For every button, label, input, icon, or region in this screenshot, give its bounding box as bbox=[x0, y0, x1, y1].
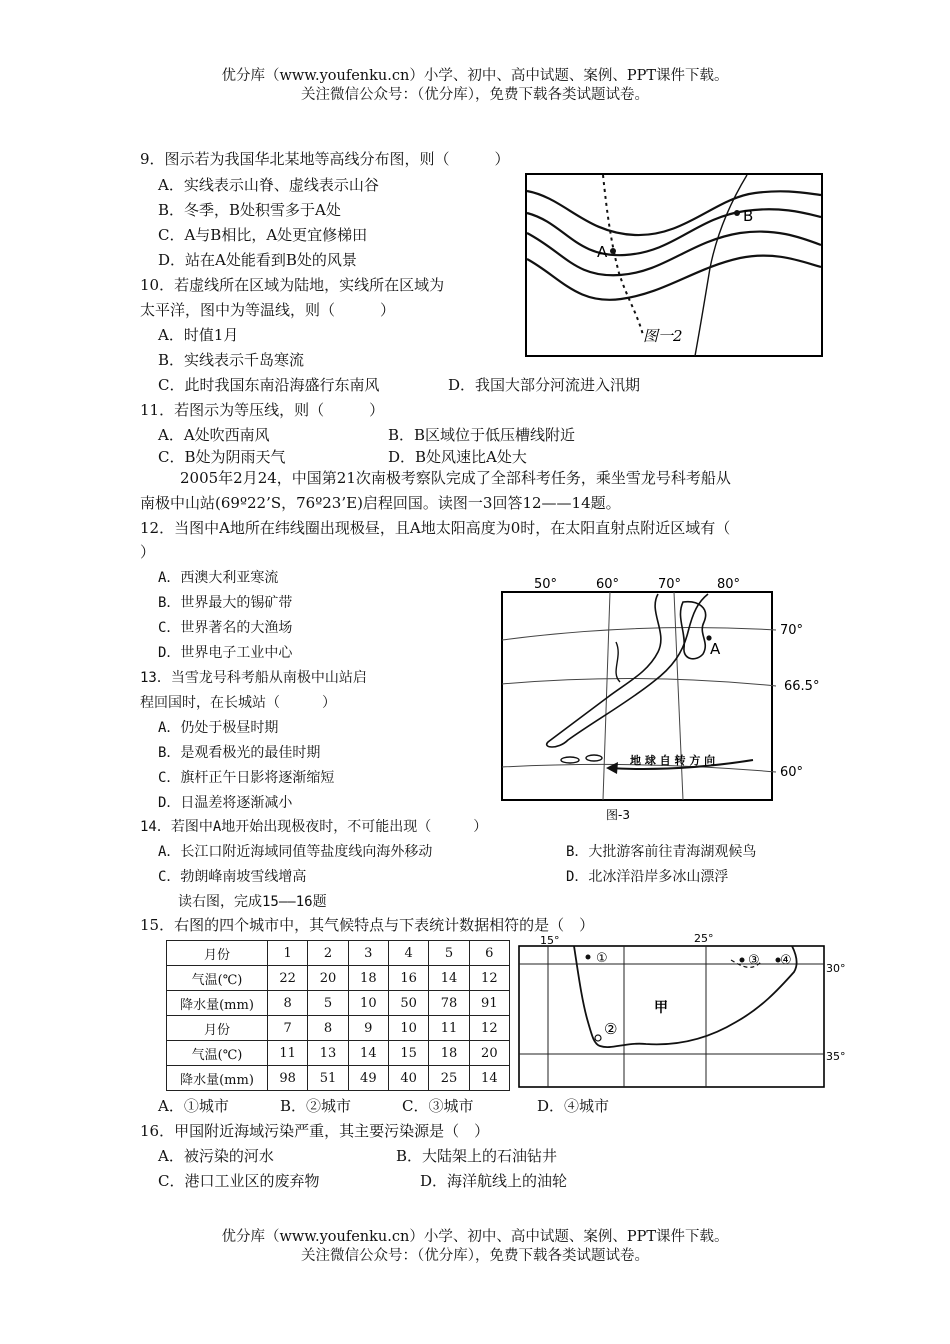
lon-label: 60° bbox=[596, 577, 620, 592]
lon-label: 50° bbox=[534, 577, 558, 592]
table-cell: 10 bbox=[388, 1016, 428, 1041]
q10-option-a: A．时值1月 bbox=[158, 326, 239, 344]
table-cell: 49 bbox=[348, 1066, 388, 1091]
city-1-label: ① bbox=[596, 951, 608, 966]
table-row bbox=[167, 991, 510, 1016]
q12-option-b: B．世界最大的锡矿带 bbox=[158, 595, 293, 611]
q14-option-b: B．大批游客前往青海湖观候鸟 bbox=[566, 844, 757, 860]
table-cell: 月份 bbox=[167, 941, 268, 966]
table-cell: 20 bbox=[469, 1041, 509, 1066]
table-cell: 98 bbox=[268, 1066, 308, 1091]
coastline bbox=[616, 642, 620, 682]
q10-option-d: D．我国大部分河流进入汛期 bbox=[448, 376, 641, 394]
table-row bbox=[167, 1041, 510, 1066]
q12-option-a: A．西澳大利亚寒流 bbox=[158, 570, 279, 586]
table-cell: 11 bbox=[429, 1016, 469, 1041]
table-cell: 气温(℃) bbox=[167, 1041, 268, 1066]
city-2-label: ② bbox=[604, 1020, 618, 1038]
table-cell: 16 bbox=[388, 966, 428, 991]
table-cell: 18 bbox=[348, 966, 388, 991]
africa-figure bbox=[516, 932, 846, 1092]
label-a: A bbox=[597, 243, 608, 261]
figure-caption: 图-3 bbox=[606, 808, 630, 822]
antarctica-figure bbox=[498, 572, 838, 824]
table-cell: 6 bbox=[469, 941, 509, 966]
table-cell: 91 bbox=[469, 991, 509, 1016]
header-line-1: 优分库（www.youfenku.cn）小学、初中、高中试题、案例、PPT课件下载。 bbox=[221, 68, 729, 84]
city-marker bbox=[595, 1035, 601, 1041]
table-cell: 13 bbox=[308, 1041, 348, 1066]
table-row bbox=[167, 1066, 510, 1091]
lon-label: 80° bbox=[717, 577, 741, 592]
table-cell: 降水量(mm) bbox=[167, 1066, 268, 1091]
q10-option-c: C．此时我国东南沿海盛行东南风 bbox=[158, 376, 380, 394]
figure-caption: 图一2 bbox=[643, 327, 683, 345]
point-a-marker bbox=[610, 248, 616, 254]
lon-label: 70° bbox=[658, 577, 682, 592]
q9-stem: 9．图示若为我国华北某地等高线分布图，则（ ） bbox=[140, 150, 510, 168]
lat-label: 30° bbox=[826, 962, 846, 975]
table-cell: 15 bbox=[388, 1041, 428, 1066]
q13-option-d: D．日温差将逐渐减小 bbox=[158, 795, 293, 811]
table-cell: 14 bbox=[348, 1041, 388, 1066]
q9-option-a: A．实线表示山脊、虚线表示山谷 bbox=[158, 176, 379, 194]
table-cell: 14 bbox=[429, 966, 469, 991]
q11-option-a: A．A处吹西南风 bbox=[158, 426, 270, 444]
q16-option-d: D．海洋航线上的油轮 bbox=[420, 1172, 568, 1190]
q15-option-b: B．②城市 bbox=[280, 1097, 352, 1115]
island bbox=[561, 757, 579, 763]
contour-figure bbox=[525, 173, 823, 357]
q10-option-b: B．实线表示千岛寒流 bbox=[158, 351, 305, 369]
table-cell: 降水量(mm) bbox=[167, 991, 268, 1016]
q13-option-c: C．旗杆正午日影将逐渐缩短 bbox=[158, 770, 335, 786]
ice-shelf bbox=[680, 602, 705, 659]
city-4-label: ④ bbox=[780, 953, 792, 968]
latitude-70 bbox=[502, 628, 776, 640]
table-cell: 12 bbox=[469, 1016, 509, 1041]
arrow-head bbox=[606, 762, 618, 774]
q11-option-b: B．B区域位于低压槽线附近 bbox=[388, 426, 576, 444]
q9-option-b: B．冬季，B处积雪多于A处 bbox=[158, 201, 341, 219]
city-marker bbox=[586, 955, 591, 960]
table-cell: 5 bbox=[308, 991, 348, 1016]
table-cell: 22 bbox=[268, 966, 308, 991]
figure-frame bbox=[519, 946, 824, 1087]
q16-option-b: B．大陆架上的石油钻井 bbox=[396, 1147, 558, 1165]
table-cell: 25 bbox=[429, 1066, 469, 1091]
read-right-instruction: 读右图，完成15——16题 bbox=[178, 894, 327, 910]
point-b-marker bbox=[734, 210, 740, 216]
q14-option-a: A．长江口附近海域同值等盐度线向海外移动 bbox=[158, 844, 433, 860]
lon-label: 15° bbox=[540, 934, 560, 947]
city-marker bbox=[740, 958, 745, 963]
table-cell: 8 bbox=[308, 1016, 348, 1041]
lat-label: 70° bbox=[780, 623, 804, 638]
label-a: A bbox=[710, 640, 721, 658]
q13-option-b: B．是观看极光的最佳时期 bbox=[158, 745, 321, 761]
q12-option-d: D．世界电子工业中心 bbox=[158, 645, 293, 661]
lat-label: 66.5° bbox=[784, 679, 820, 694]
q16-option-c: C．港口工业区的废弃物 bbox=[158, 1172, 320, 1190]
passage-line-2: 南极中山站(69º22’S，76º23’E)启程回国。读图一3回答12——14题。 bbox=[140, 494, 621, 512]
boundary-line bbox=[695, 175, 747, 356]
table-cell: 40 bbox=[388, 1066, 428, 1091]
q13-option-a: A．仍处于极昼时期 bbox=[158, 720, 279, 736]
label-b: B bbox=[743, 207, 754, 225]
table-cell: 50 bbox=[388, 991, 428, 1016]
lat-label: 60° bbox=[780, 765, 804, 780]
q14-stem: 14．若图中A地开始出现极夜时，不可能出现（ ） bbox=[140, 819, 488, 835]
q10-stem-2: 太平洋，图中为等温线，则（ ） bbox=[140, 301, 396, 319]
climate-table bbox=[166, 940, 510, 1091]
table-cell: 8 bbox=[268, 991, 308, 1016]
q10-stem-1: 10．若虚线所在区域为陆地，实线所在区域为 bbox=[140, 276, 445, 294]
q14-option-d: D．北冰洋沿岸多冰山漂浮 bbox=[566, 869, 729, 885]
q13-stem-1: 13．当雪龙号科考船从南极中山站启 bbox=[140, 670, 367, 686]
q15-option-a: A．①城市 bbox=[158, 1097, 229, 1115]
q11-option-d: D．B处风速比A处大 bbox=[388, 448, 527, 466]
table-cell: 1 bbox=[268, 941, 308, 966]
table-cell: 20 bbox=[308, 966, 348, 991]
q11-option-c: C．B处为阴雨天气 bbox=[158, 448, 286, 466]
table-cell: 7 bbox=[268, 1016, 308, 1041]
table-cell: 10 bbox=[348, 991, 388, 1016]
contour-line bbox=[527, 191, 821, 235]
country-label: 甲 bbox=[654, 1000, 668, 1016]
table-cell: 3 bbox=[348, 941, 388, 966]
latitude-66-5 bbox=[502, 678, 776, 686]
q12-stem-1: 12．当图中A地所在纬线圈出现极昼，且A地太阳高度为0时，在太阳直射点附近区域有（ bbox=[140, 519, 731, 537]
q15-option-d: D．④城市 bbox=[537, 1097, 610, 1115]
q12-stem-2: ） bbox=[140, 543, 156, 561]
lat-label: 35° bbox=[826, 1050, 846, 1063]
table-cell: 12 bbox=[469, 966, 509, 991]
table-row bbox=[167, 941, 510, 966]
table-cell: 18 bbox=[429, 1041, 469, 1066]
table-row bbox=[167, 966, 510, 991]
header-line-2: 关注微信公众号：（优分库），免费下载各类试题试卷。 bbox=[301, 87, 649, 103]
q16-stem: 16．甲国附近海域污染严重，其主要污染源是（ ） bbox=[140, 1122, 490, 1140]
table-row bbox=[167, 1016, 510, 1041]
q15-stem: 15．右图的四个城市中，其气候特点与下表统计数据相符的是（ ） bbox=[140, 916, 595, 934]
q9-option-c: C．A与B相比，A处更宜修梯田 bbox=[158, 226, 368, 244]
table-cell: 4 bbox=[388, 941, 428, 966]
table-cell: 5 bbox=[429, 941, 469, 966]
lon-label: 25° bbox=[694, 932, 714, 945]
table-cell: 11 bbox=[268, 1041, 308, 1066]
q9-option-d: D．站在A处能看到B处的风景 bbox=[158, 251, 357, 269]
table-cell: 2 bbox=[308, 941, 348, 966]
q12-option-c: C．世界著名的大渔场 bbox=[158, 620, 293, 636]
table-cell: 51 bbox=[308, 1066, 348, 1091]
table-cell: 气温(℃) bbox=[167, 966, 268, 991]
coastline bbox=[547, 594, 708, 747]
q13-stem-2: 程回国时，在长城站（ ） bbox=[140, 695, 336, 711]
footer-line-1: 优分库（www.youfenku.cn）小学、初中、高中试题、案例、PPT课件下载。 bbox=[221, 1229, 729, 1245]
q16-option-a: A．被污染的河水 bbox=[158, 1147, 274, 1165]
table-cell: 月份 bbox=[167, 1016, 268, 1041]
table-cell: 9 bbox=[348, 1016, 388, 1041]
q14-option-c: C．勃朗峰南坡雪线增高 bbox=[158, 869, 307, 885]
city-3-label: ③ bbox=[748, 953, 760, 968]
table-cell: 14 bbox=[469, 1066, 509, 1091]
rotation-text: 地 球 自 转 方 向 bbox=[630, 754, 716, 767]
q15-option-c: C．③城市 bbox=[402, 1097, 474, 1115]
table-cell: 78 bbox=[429, 991, 469, 1016]
passage-line-1: 2005年2月24，中国第21次南极考察队完成了全部科考任务，乘坐雪龙号科考船从 bbox=[180, 469, 731, 487]
q11-stem: 11．若图示为等压线，则（ ） bbox=[140, 401, 385, 419]
island bbox=[586, 755, 602, 761]
footer-line-2: 关注微信公众号：（优分库），免费下载各类试题试卷。 bbox=[301, 1248, 649, 1264]
